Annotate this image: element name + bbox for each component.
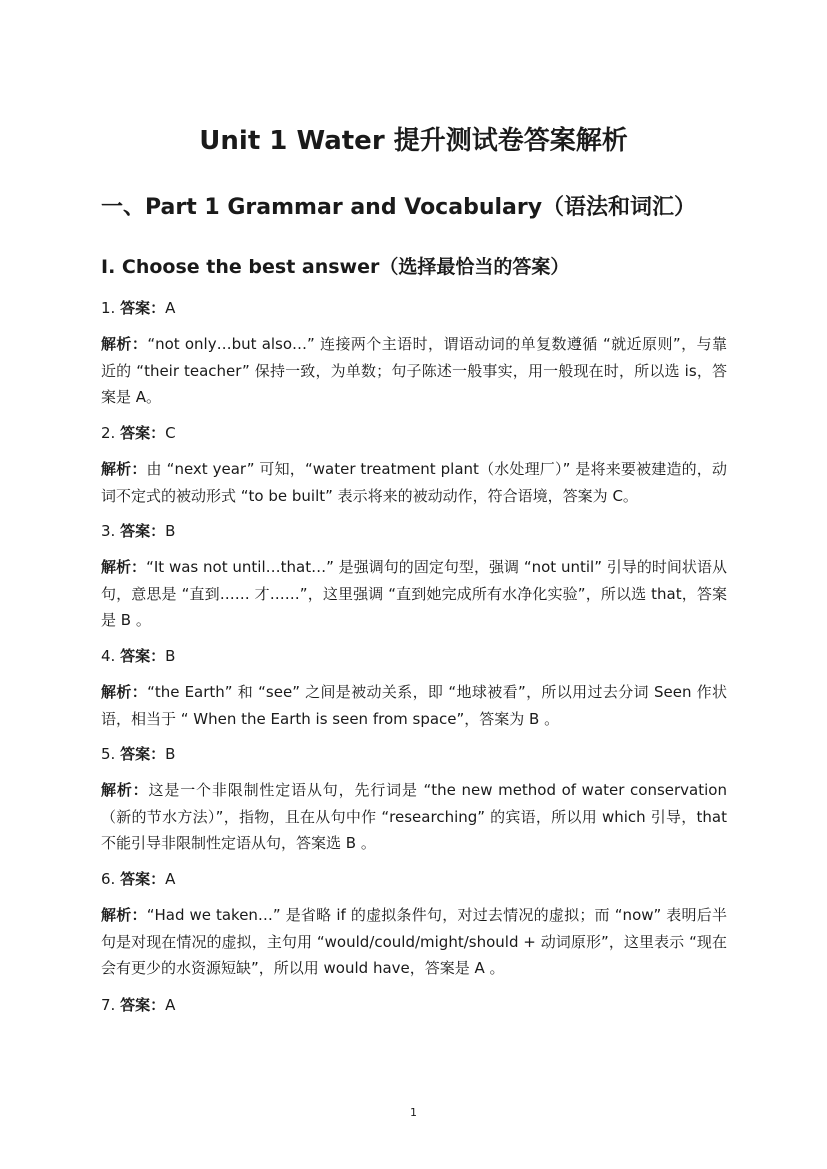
analysis-paragraph <box>101 902 727 982</box>
answer-label: 答案： <box>120 745 166 763</box>
question-number: 4. <box>101 647 116 665</box>
section-heading: 一、Part 1 Grammar and Vocabulary（语法和词汇） <box>101 195 697 220</box>
analysis-paragraph <box>101 777 727 857</box>
question-number: 6. <box>101 870 116 888</box>
question-5 <box>101 744 727 857</box>
question-number: 5. <box>101 745 116 763</box>
analysis-label: 解析： <box>101 558 147 576</box>
analysis-text: “not only…but also…” 连接两个主语时，谓语动词的单复数遵循 “就近原则”，与靠近的 “their teacher” 保持一致，为单数；句子陈述一般事实，用一般现在时，所以选 is，答案是 A。 <box>101 335 727 406</box>
answer-line <box>101 423 727 443</box>
question-1 <box>101 298 727 411</box>
analysis-label: 解析： <box>101 906 147 924</box>
analysis-label: 解析： <box>101 683 148 701</box>
answer-line <box>101 869 727 889</box>
question-number: 1. <box>101 299 116 317</box>
answer-line <box>101 298 727 318</box>
answer-line <box>101 995 727 1015</box>
question-2 <box>101 423 727 509</box>
answer-line <box>101 646 727 666</box>
question-number: 2. <box>101 424 116 442</box>
question-number: 7. <box>101 996 116 1014</box>
analysis-text: “Had we taken…” 是省略 if 的虚拟条件句，对过去情况的虚拟；而 “now” 表明后半句是对现在情况的虚拟，主句用 “would/could/might/should + 动词原形”，这里表示 “现在会有更少的水资源短缺”，所以用 would have，答案是 A 。 <box>101 906 727 977</box>
answer-label: 答案： <box>120 870 166 888</box>
analysis-paragraph <box>101 679 727 732</box>
analysis-text: “It was not until…that…” 是强调句的固定句型，强调 “not until” 引导的时间状语从句，意思是 “直到…… 才……”，这里强调 “直到她完成所有水净化实验”，所以选 that，答案是 B 。 <box>101 558 727 629</box>
analysis-text: “the Earth” 和 “see” 之间是被动关系，即 “地球被看”，所以用过去分词 Seen 作状语，相当于 “ When the Earth is seen from space”，答案为 B 。 <box>101 683 727 728</box>
answer-value: C <box>165 424 176 442</box>
document-title: Unit 1 Water 提升测试卷答案解析 <box>199 126 628 156</box>
page-number: 1 <box>410 1106 417 1119</box>
sub-heading: I. Choose the best answer（选择最恰当的答案） <box>101 256 570 278</box>
answer-value: A <box>165 870 176 888</box>
analysis-label: 解析： <box>101 335 148 353</box>
question-4 <box>101 646 727 732</box>
answer-value: A <box>165 299 176 317</box>
question-7 <box>101 995 727 1015</box>
answer-value: B <box>165 745 176 763</box>
analysis-label: 解析： <box>101 781 149 799</box>
answer-label: 答案： <box>120 996 166 1014</box>
answer-label: 答案： <box>120 299 166 317</box>
answer-label: 答案： <box>120 647 166 665</box>
analysis-text: 这是一个非限制性定语从句，先行词是 “the new method of water conservation（新的节水方法）”，指物，且在从句中作 “researching” 的宾语，所以用 which 引导，that 不能引导非限制性定语从句，答案选 B 。 <box>101 781 727 852</box>
answer-value: B <box>165 522 176 540</box>
analysis-paragraph <box>101 331 727 411</box>
analysis-paragraph <box>101 554 727 634</box>
answer-value: A <box>165 996 176 1014</box>
answer-value: B <box>165 647 176 665</box>
analysis-label: 解析： <box>101 460 147 478</box>
answer-line <box>101 744 727 764</box>
answer-label: 答案： <box>120 424 166 442</box>
answer-line <box>101 521 727 541</box>
analysis-text: 由 “next year” 可知，“water treatment plant（水处理厂）” 是将来要被建造的，动词不定式的被动形式 “to be built” 表示将来的被动动作，符合语境，答案为 C。 <box>101 460 727 505</box>
question-6 <box>101 869 727 982</box>
answer-label: 答案： <box>120 522 166 540</box>
analysis-paragraph <box>101 456 727 509</box>
question-3 <box>101 521 727 634</box>
question-number: 3. <box>101 522 116 540</box>
